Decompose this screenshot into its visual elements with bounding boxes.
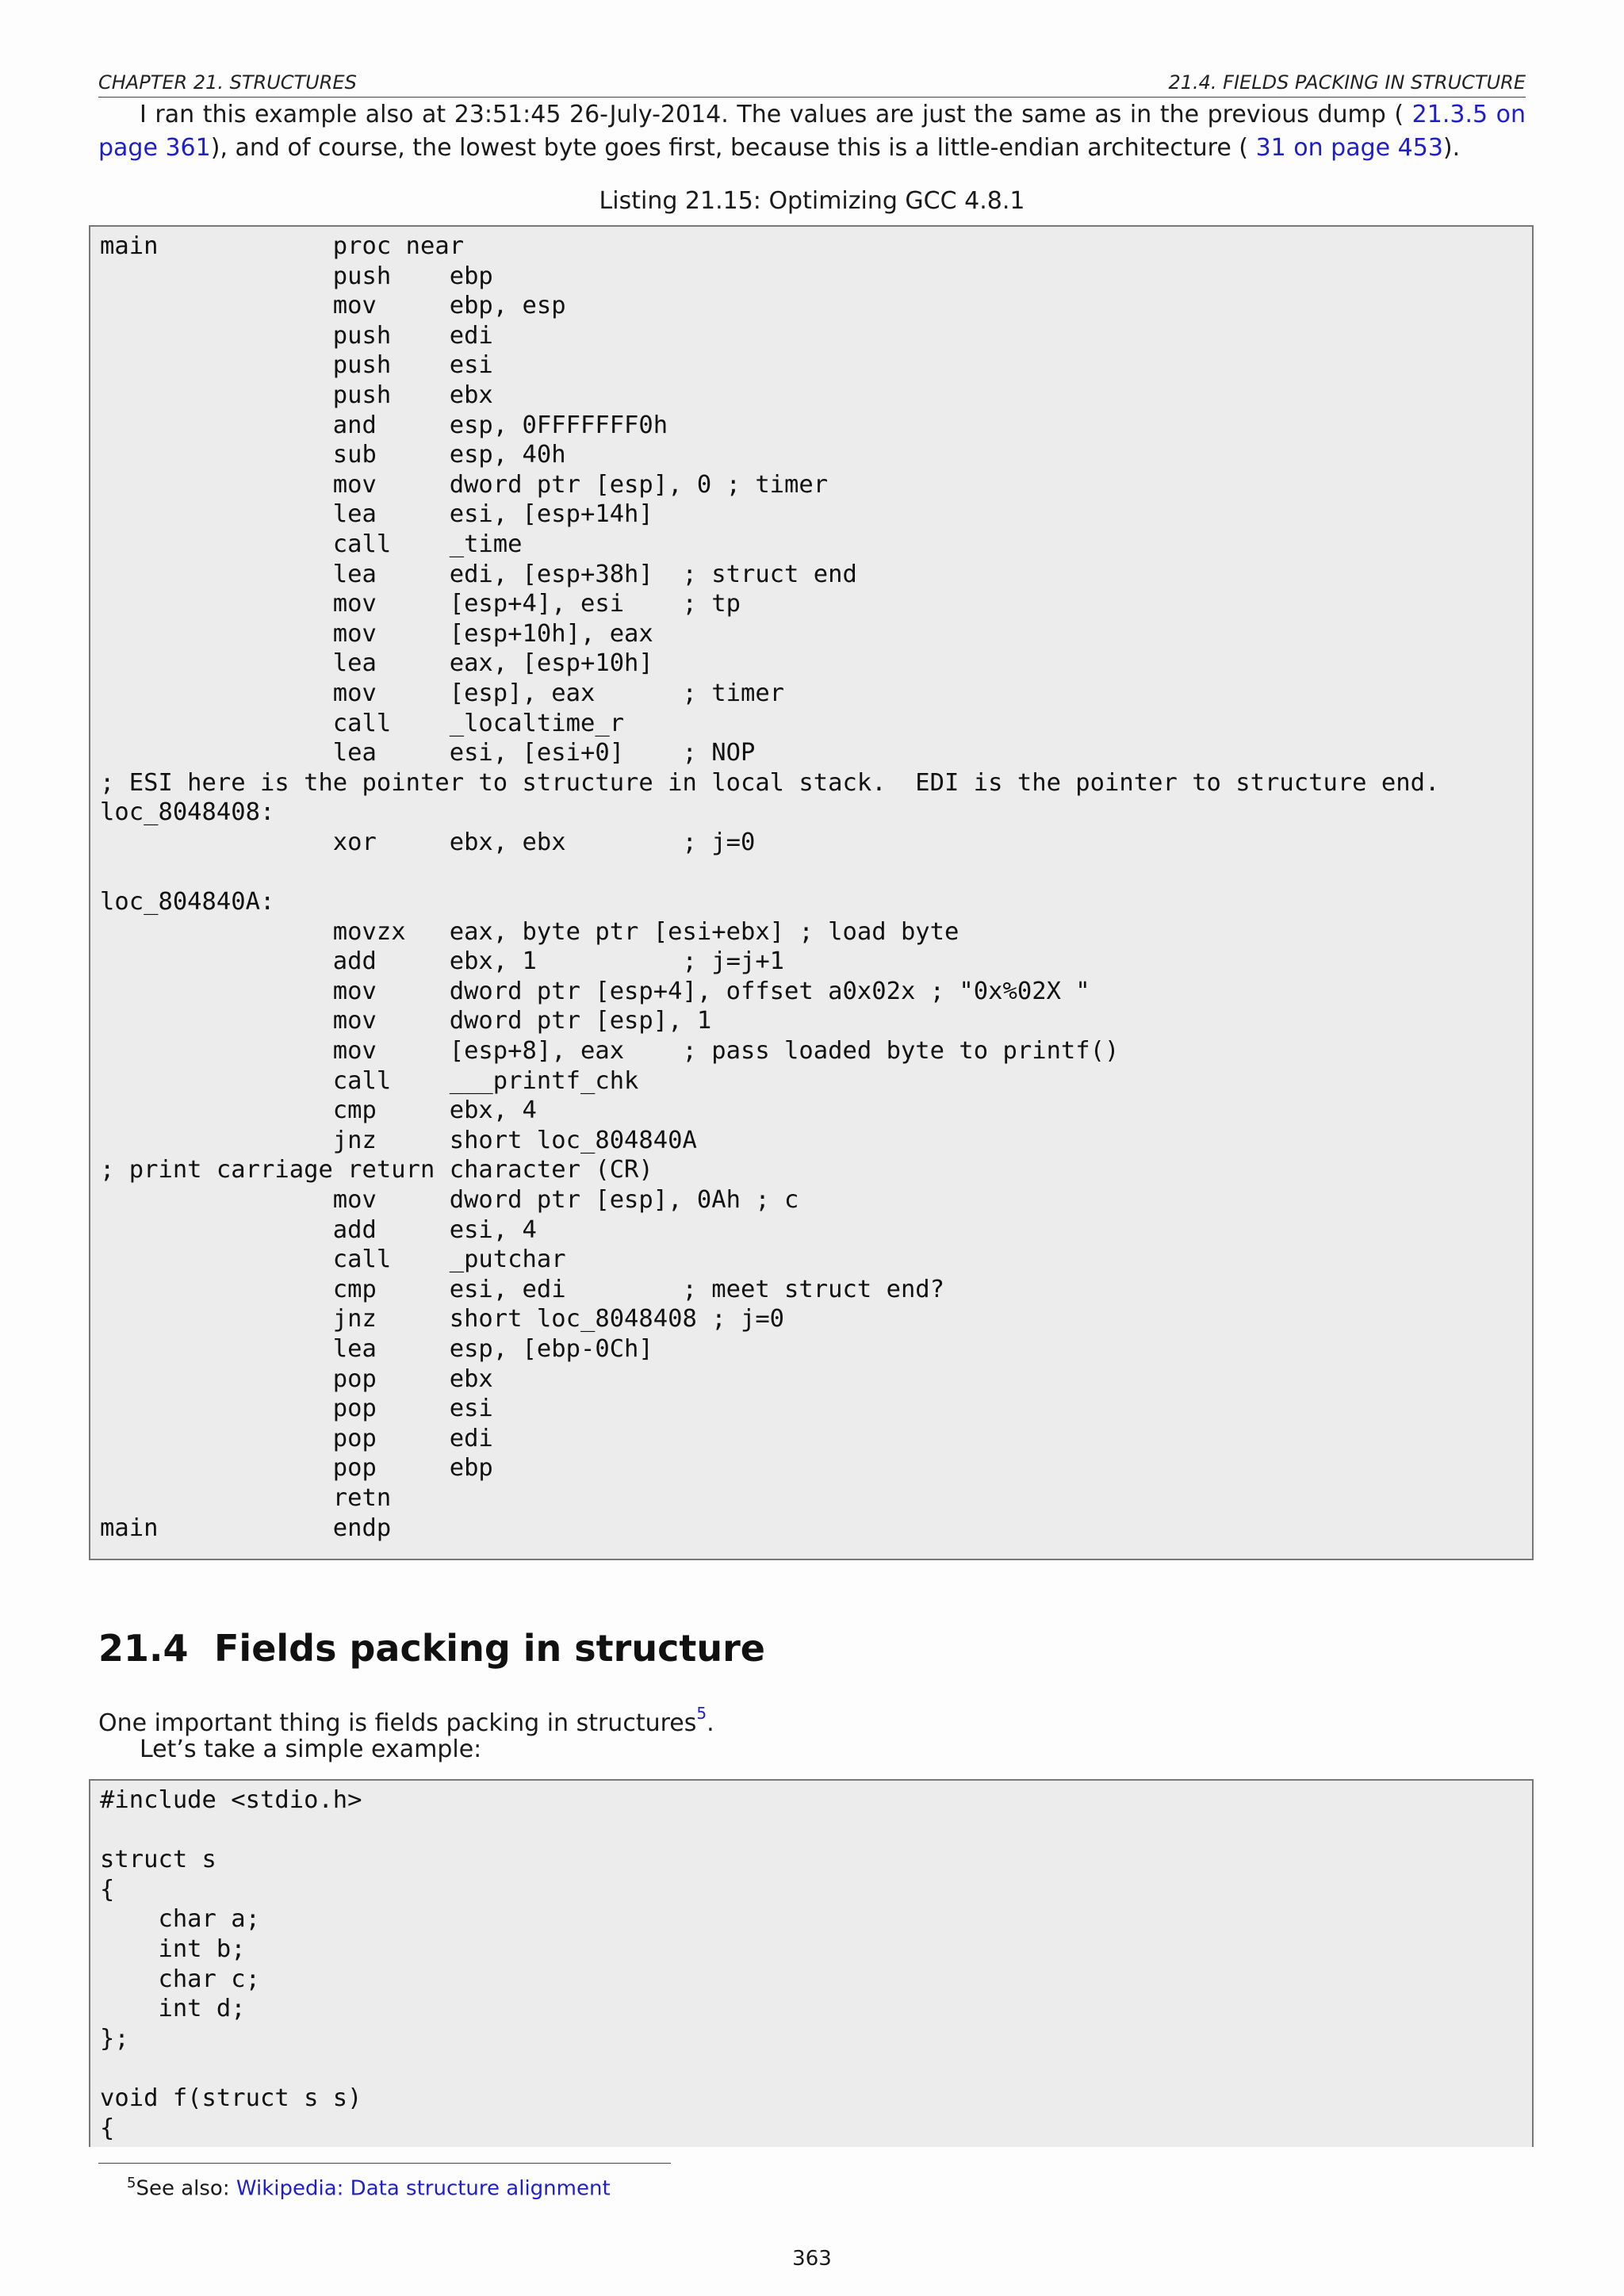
intro-text-2: ), and of course, the lowest byte goes first, because this is a little-endian architecture ( [210,134,1256,162]
ref-link-21-3-5[interactable]: 21.3.5 on page 361 [98,101,1526,162]
running-header [98,68,1526,98]
intro-paragraph [98,98,1526,165]
body-paragraph-2: Let’s take a simple example: [140,1735,482,1763]
footnote-link[interactable]: Wikipedia: Data structure alignment [236,2176,611,2201]
footnote-mark[interactable]: 5 [696,1704,707,1723]
ref-link-31[interactable]: 31 on page 453 [1255,134,1443,162]
footnote [127,2169,611,2203]
page-number: 363 [792,2247,832,2271]
section-title: Fields packing in structure [214,1627,765,1670]
code-listing-c [89,1779,1534,2147]
code-listing-c-text: #include <stdio.h> struct s { char a; int b; char c; int d; }; void f(struct s s) { [100,1786,362,2142]
para1-end: . [707,1709,714,1737]
intro-text-1: I ran this example also at 23:51:45 26-July-2014. The values are just the same as in the previous dump ( [140,101,1412,128]
listing-caption: Listing 21.15: Optimizing GCC 4.8.1 [599,187,1025,215]
para1-text: One important thing is fields packing in structures [98,1709,697,1737]
code-listing-assembly [89,225,1534,1560]
header-section: 21.4. FIELDS PACKING IN STRUCTURE [1168,71,1526,94]
section-heading [98,1627,765,1670]
footnote-rule [98,2163,671,2164]
footnote-text: See also: [136,2176,236,2201]
footnote-number: 5 [127,2175,136,2191]
header-chapter: CHAPTER 21. STRUCTURES [98,71,357,94]
code-listing-assembly-text: main proc near push ebp mov ebp, esp push edi push esi push ebx and esp, 0FFFFFFF0h sub esp, 40h mov dword ptr [esp], 0 ; timer lea esi, [esp+14h] call _time lea edi, [esp+38h] ; struct end mov [esp+4], esi ; tp mov [esp+10h], eax lea eax, [esp+10h] mov [esp], eax ; timer call _localtime_r lea esi, [esi+0] ; NOP ; ESI here is the pointer to structure in local stack. EDI is the pointer to structure end. loc_8048408: xor ebx, ebx ; j=0 loc_804840A: movzx eax, byte ptr [esi+ebx] ; load byte add ebx, 1 ; j=j+1 mov dword ptr [esp+4], offset a0x02x ; "0x%02X " mov dword ptr [esp], 1 mov [esp+8], eax ; pass loaded byte to printf() call ___printf_chk cmp ebx, 4 jnz short loc_804840A ; print carriage return character (CR) mov dword ptr [esp], 0Ah ; c add esi, 4 call _putchar cmp esi, edi ; meet struct end? jnz short loc_8048408 ; j=0 lea esp, [ebp-0Ch] pop ebx pop esi pop edi pop ebp retn main endp [100,232,1440,1542]
intro-text-3: ). [1442,134,1461,162]
section-number: 21.4 [98,1627,189,1670]
